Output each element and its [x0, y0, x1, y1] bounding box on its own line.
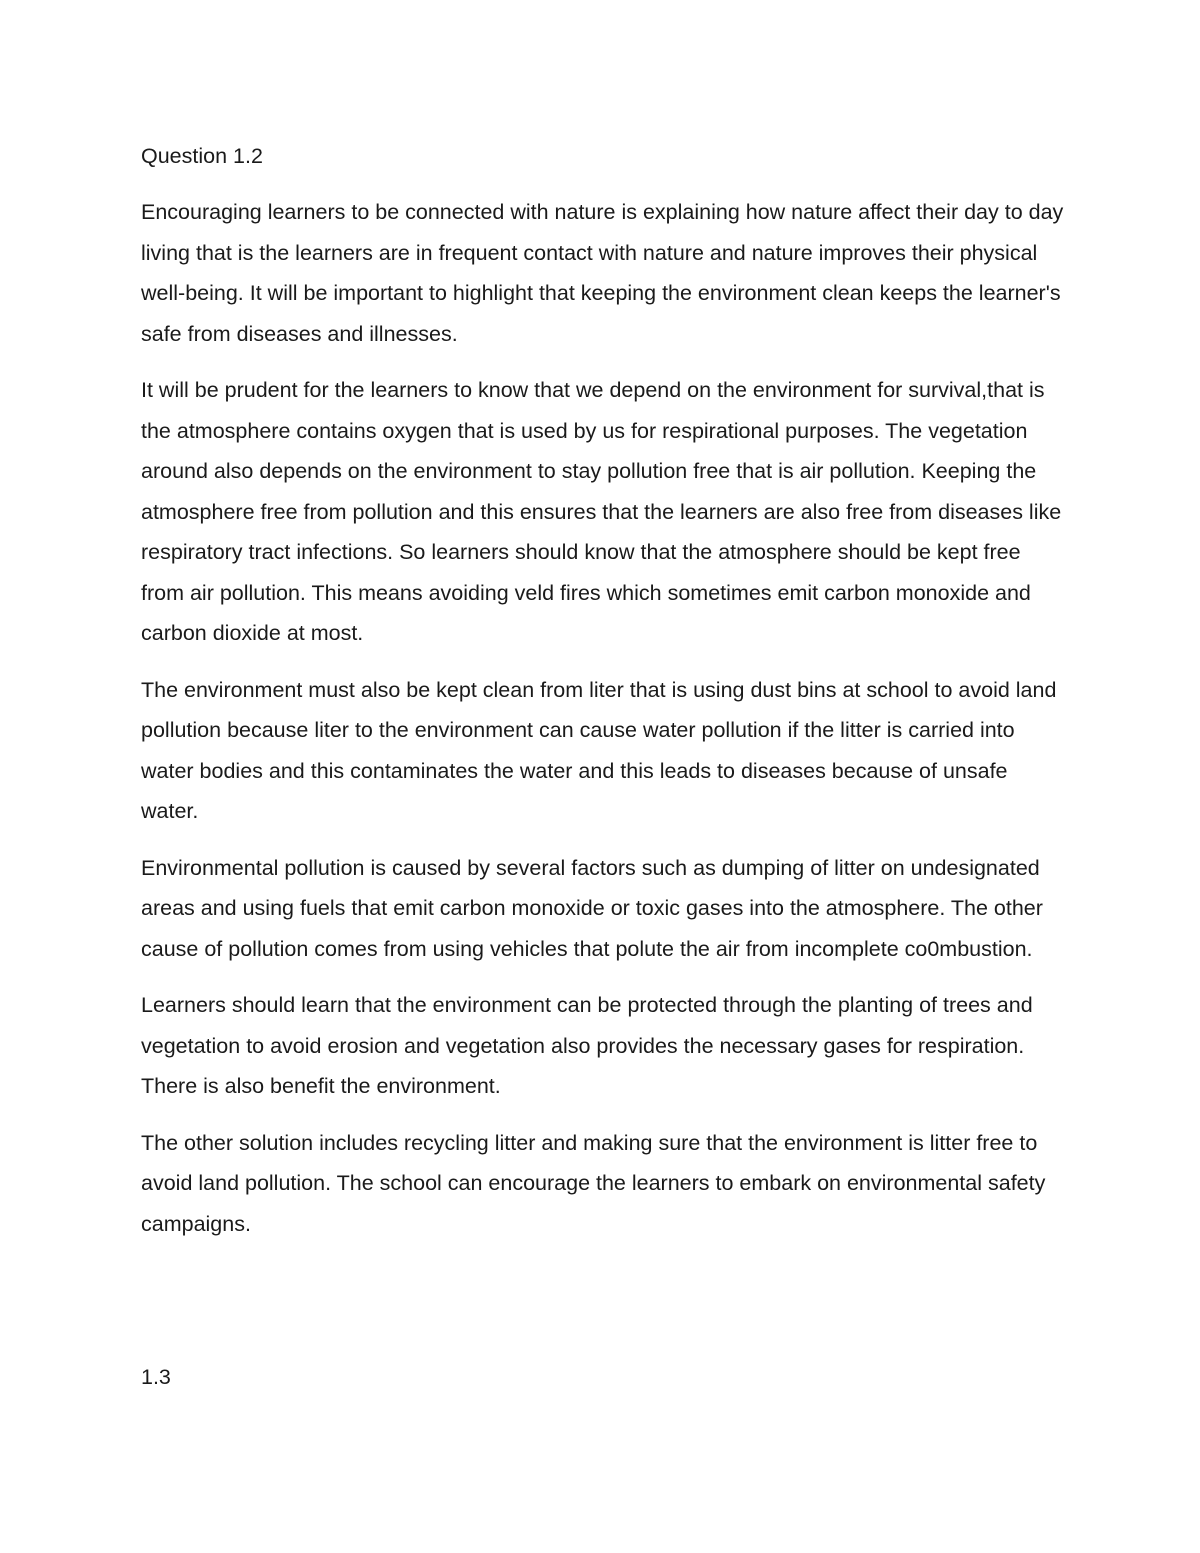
paragraph-pollution-causes: Environmental pollution is caused by several factors such as dumping of litter on undesignated areas and using fuels that emit carbon monoxide or toxic gases into the atmosphere. The other cause of pollution comes from using vehicles that polute the air from incomplete co0mbustion.: [141, 855, 1043, 961]
answer-body: [141, 192, 1066, 1260]
paragraph-recycling: The other solution includes recycling litter and making sure that the environment is litter free to avoid land pollution. The school can encourage the learners to embark on environmental safety campaigns.: [141, 1130, 1046, 1236]
paragraph-nature-connection: Encouraging learners to be connected with nature is explaining how nature affect their day to day living that is the learners are in frequent contact with nature and nature improves their physical well-being. It will be important to highlight that keeping the environment clean keeps the learner's safe from diseases and illnesses.: [141, 200, 1064, 346]
paragraph-litter: The environment must also be kept clean from liter that is using dust bins at school to avoid land pollution because liter to the environment can cause water pollution if the litter is carried into water bodies and this contaminates the water and this leads to diseases because of unsafe water.: [141, 677, 1057, 823]
next-section-number: 1.3: [141, 1365, 171, 1389]
paragraph-atmosphere: It will be prudent for the learners to know that we depend on the environment for survival,that is the atmosphere contains oxygen that is used by us for respirational purposes. The vegetation around also depends on the environment to stay pollution free that is air pollution. Keeping the atmosphere free from pollution and this ensures that the learners are also free from diseases like respiratory tract infections. So learners should know that the atmosphere should be kept free from air pollution. This means avoiding veld fires which sometimes emit carbon monoxide and carbon dioxide at most.: [141, 378, 1062, 645]
paragraph-tree-planting: Learners should learn that the environment can be protected through the planting of trees and vegetation to avoid erosion and vegetation also provides the necessary gases for respiration. There is also benefit the environment.: [141, 993, 1033, 1098]
question-heading: Question 1.2: [141, 144, 263, 168]
